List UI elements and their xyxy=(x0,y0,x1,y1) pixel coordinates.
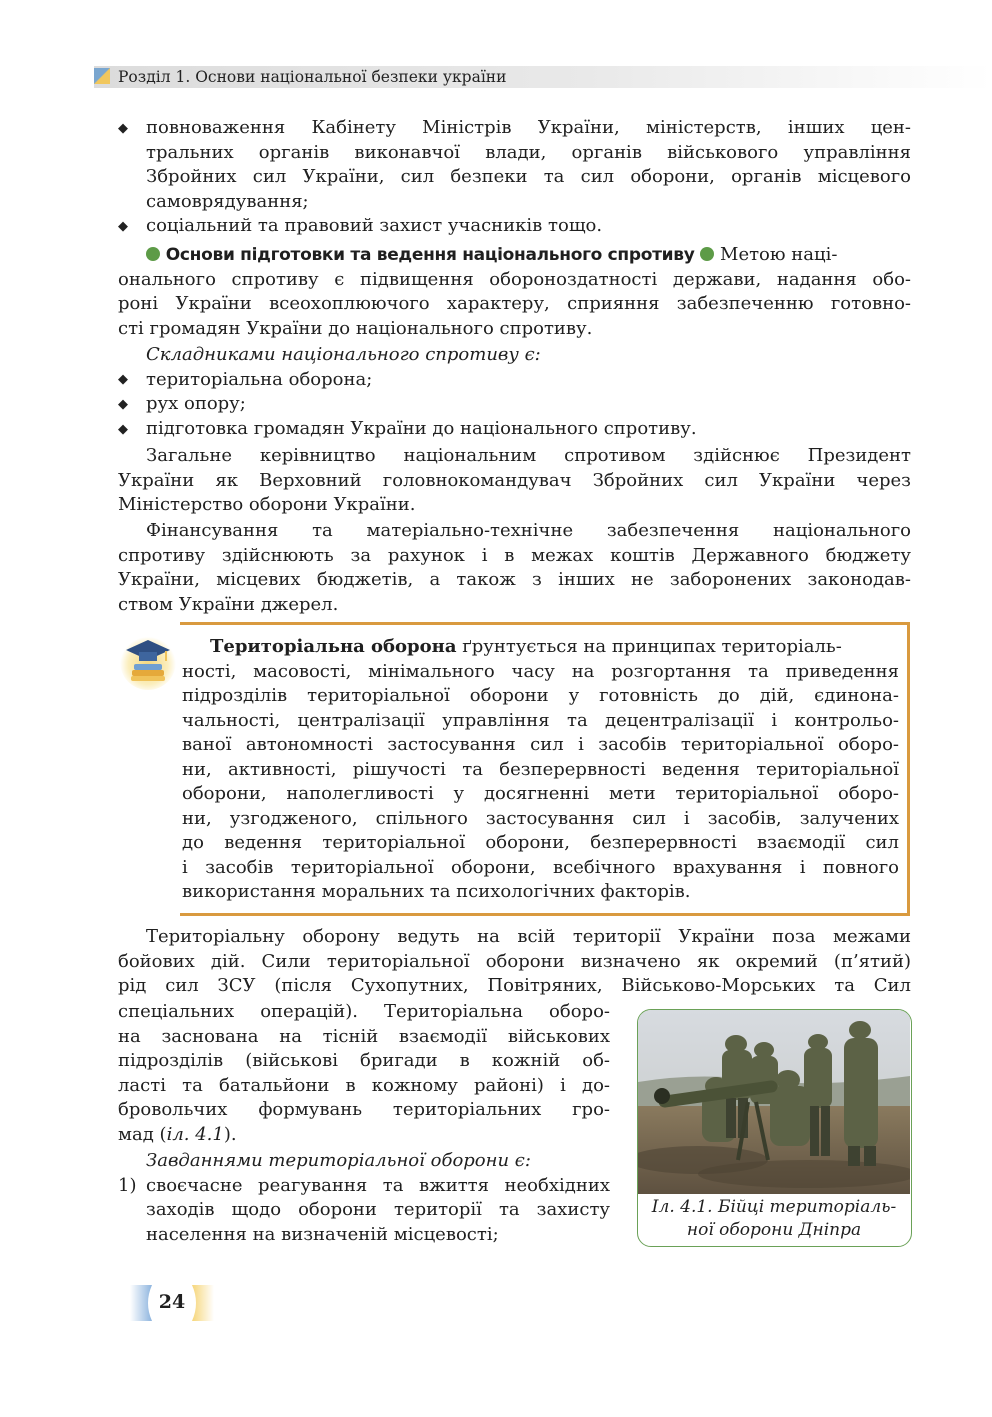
box-line: і засобів територіальної оборони, всебічного врахування і повного xyxy=(182,856,899,878)
figure-4-1 xyxy=(637,1009,912,1247)
figure-caption-line: Іл. 4.1. Бійці територіаль- xyxy=(651,1197,897,1217)
territorial-line3: рід сил ЗСУ (після Сухопутних, Повітряних, Військово-Морських та Сил xyxy=(118,975,911,996)
component-item: підготовка громадян України до національного спротиву. xyxy=(146,417,697,439)
diamond-bullet-icon: ◆ xyxy=(118,397,128,412)
task1-line: заходів щодо оборони території та захисту xyxy=(146,1199,610,1220)
running-header xyxy=(94,66,992,88)
box-line: до ведення територіальної оборони, безперервності взаємодії сил xyxy=(182,832,899,853)
component-item: територіальна оборона; xyxy=(146,368,373,390)
list1-item1-line1: повноваження Кабінету Міністрів України, міністерств, інших цен- xyxy=(146,117,911,138)
box-line: ни, узгодженого, спільного застосування сил і засобів, залучених xyxy=(182,807,899,829)
green-dot-icon xyxy=(146,247,160,261)
territorial-narrow-line: на заснована на тісній взаємодії військових xyxy=(118,1025,610,1047)
finance-line3: України, місцевих бюджетів, а також з інших не заборонених законодав- xyxy=(118,569,911,590)
task1-line: населення на визначеній місцевості; xyxy=(146,1223,499,1245)
finance-line1: Фінансування та матеріально-технічне забезпечення національного xyxy=(146,520,911,541)
finance-line4: ством України джерел. xyxy=(118,593,339,615)
section-line4: сті громадян України до національного спротиву. xyxy=(118,317,593,339)
figure-reference: іл. 4.1 xyxy=(166,1123,224,1145)
leadership-line2: України як Верховний головнокомандувач Збройних сил України через xyxy=(118,469,911,491)
territorial-line2: бойових дій. Сили територіальної оборони визначено як окремий (п’ятий) xyxy=(118,950,911,972)
component-item: рух опору; xyxy=(146,393,246,414)
task1-line: своєчасне реагування та вжиття необхідних xyxy=(146,1174,610,1196)
page-number: 24 xyxy=(158,1291,186,1313)
list1-item1-line3: Збройних сил України, сил безпеки та сил оборони, органів місцевого xyxy=(146,166,911,187)
tasks-intro: Завданнями територіальної оборони є: xyxy=(146,1150,531,1171)
territorial-narrow-line: ласті та батальйони в кожному районі) і до- xyxy=(118,1074,610,1096)
box-line: використання моральних та психологічних факторів. xyxy=(182,881,691,902)
text-fragment: мад ( xyxy=(118,1123,167,1145)
section-heading-rest: Метою наці- xyxy=(720,244,838,265)
diamond-bullet-icon: ◆ xyxy=(118,121,128,136)
running-header-title: Розділ 1. Основи національної безпеки україни xyxy=(118,68,507,86)
figure-caption xyxy=(638,1196,910,1242)
finance-line2: спротиву здійснюють за рахунок і в межах коштів Державного бюджету xyxy=(118,544,911,566)
box-line: оборони, наполегливості у досягненні мети територіальної оборо- xyxy=(182,783,899,804)
box-line1 xyxy=(210,635,900,660)
box-line: ваної автономності застосування сил і засобів територіальної оборо- xyxy=(182,734,899,755)
green-dot-icon xyxy=(700,247,714,261)
box-line: підрозділів територіальної оборони у готовність до дій, єдинона- xyxy=(182,685,899,706)
figure-caption-line: ної оборони Дніпра xyxy=(686,1220,862,1240)
section-heading: Основи підготовки та ведення національного спротиву xyxy=(165,245,695,265)
territorial-narrow-line: спеціальних операцій). Територіальна оборо- xyxy=(118,1001,610,1022)
box-line: ни, активності, рішучості та безперервності ведення територіальної xyxy=(182,758,899,780)
box-line1-rest: ґрунтується на принципах територіаль- xyxy=(462,636,842,657)
section-line3: роні України всеохоплюючого характеру, сприяння забезпеченню готовно- xyxy=(118,293,911,314)
list1-item1-line4: самоврядування; xyxy=(146,190,309,212)
box-line: ності, масовості, мінімального часу на розгортання та приведення xyxy=(182,660,899,682)
graduation-cap-books-icon xyxy=(118,630,178,690)
components-intro: Складниками національного спротиву є: xyxy=(146,344,541,365)
box-line: чальності, централізації управління та децентралізації і контрольо- xyxy=(182,709,899,731)
task-number: 1) xyxy=(118,1174,137,1196)
territorial-narrow-line: бровольчих формувань територіальних гро- xyxy=(118,1099,610,1120)
section-line2: онального спротиву є підвищення обороноздатності держави, надання обо- xyxy=(118,268,911,290)
territorial-narrow-line: підрозділів (військові бригади в кожній об- xyxy=(118,1050,610,1071)
leadership-line3: Міністерство оборони України. xyxy=(118,494,416,515)
header-corner-icon xyxy=(94,68,110,84)
text-fragment: ). xyxy=(223,1123,237,1145)
diamond-bullet-icon: ◆ xyxy=(118,372,128,387)
list1-item2: соціальний та правовий захист учасників тощо. xyxy=(146,215,603,236)
leadership-line1: Загальне керівництво національним спротивом здійснює Президент xyxy=(146,445,911,466)
soldiers-photo xyxy=(638,1010,910,1194)
section-heading-line xyxy=(146,243,911,268)
diamond-bullet-icon: ◆ xyxy=(118,422,128,437)
box-term: Територіальна оборона xyxy=(210,636,457,657)
territorial-last-line xyxy=(118,1123,237,1148)
territorial-line1: Територіальну оборону ведуть на всій території України поза межами xyxy=(146,926,911,947)
list1-item1-line2: тральних органів виконавчої влади, органів військового управління xyxy=(146,141,911,163)
diamond-bullet-icon: ◆ xyxy=(118,219,128,234)
